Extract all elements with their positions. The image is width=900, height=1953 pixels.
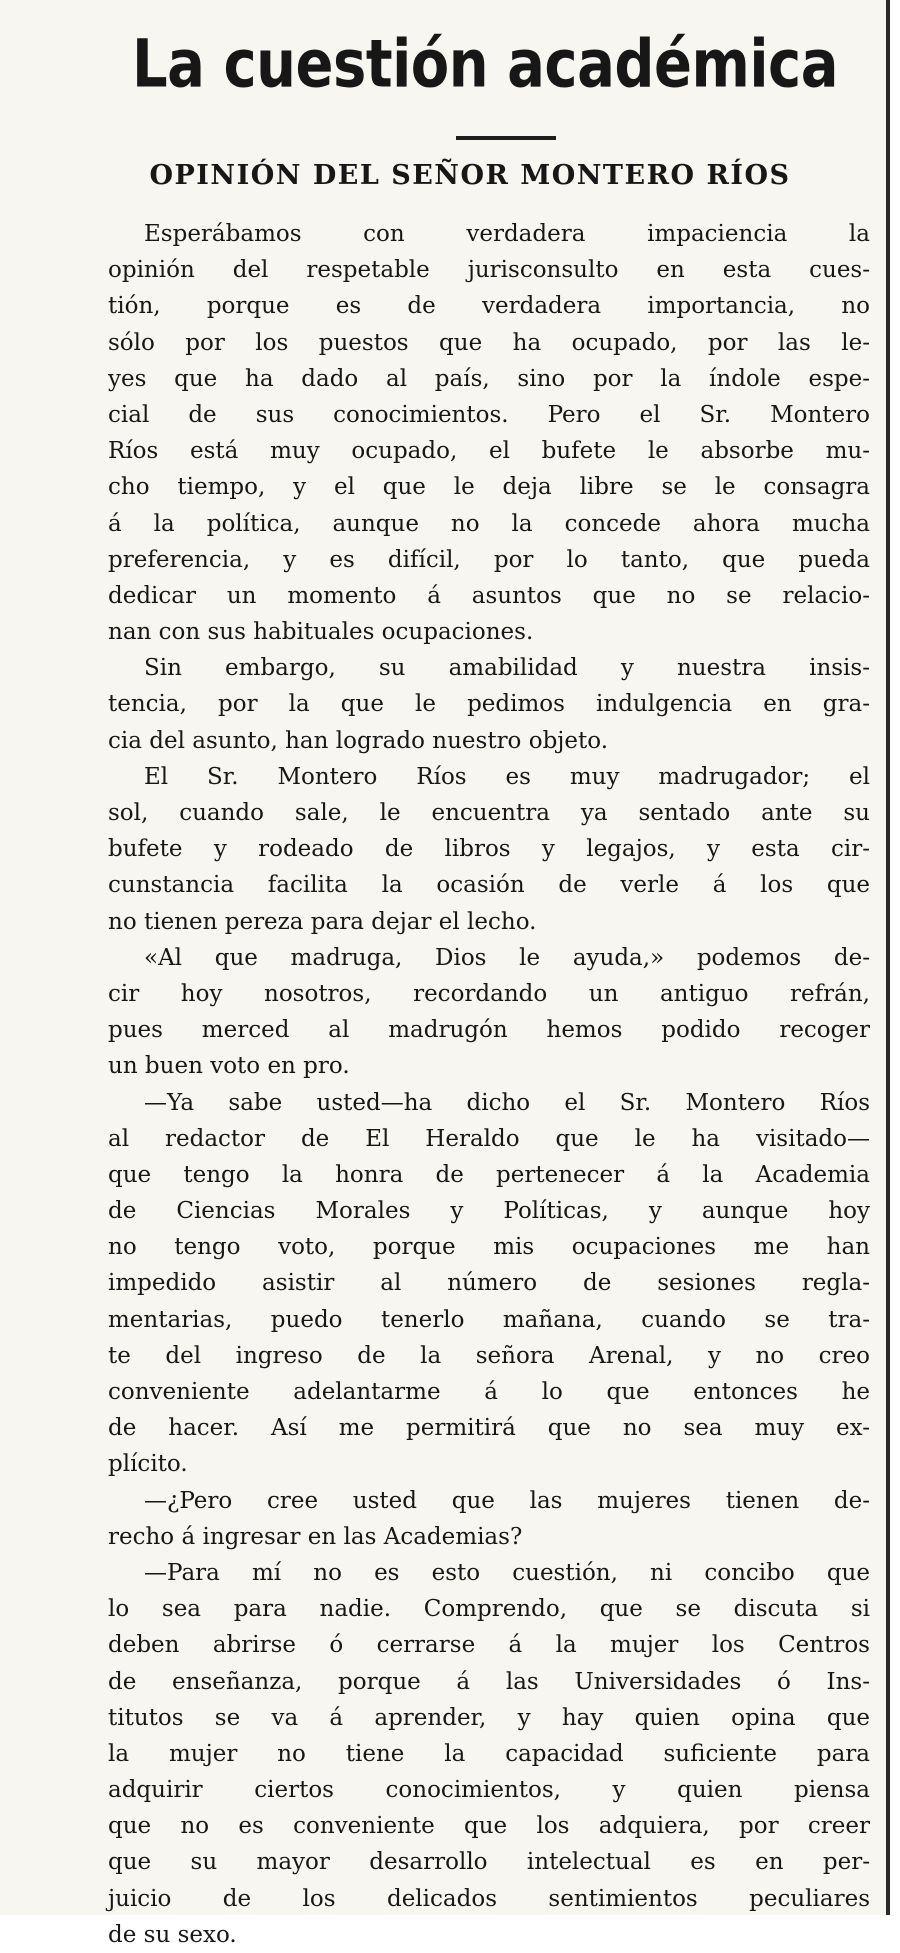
text-line: mentarias, puedo tenerlo mañana, cuando se tra-	[108, 1306, 870, 1333]
text-line: recho á ingresar en las Academias?	[108, 1523, 523, 1550]
text-line: —Para mí no es esto cuestión, ni concibo que	[144, 1559, 870, 1586]
text-line: de hacer. Así me permitirá que no sea muy ex-	[108, 1415, 870, 1442]
article-body	[70, 216, 870, 1953]
text-line: que no es conveniente que los adquiera, por creer	[108, 1813, 870, 1840]
text-line: no tengo voto, porque mis ocupaciones me han	[108, 1234, 870, 1261]
text-line: —Ya sabe usted—ha dicho el Sr. Montero Ríos	[144, 1089, 870, 1116]
text-line: Sin embargo, su amabilidad y nuestra insis-	[144, 655, 870, 682]
column-rule	[886, 0, 890, 1915]
text-line: conveniente adelantarme á lo que entonces he	[108, 1379, 870, 1405]
paragraph	[70, 940, 870, 1085]
article	[70, 18, 870, 1953]
text-line: un buen voto en pro.	[108, 1053, 350, 1080]
text-line: sol, cuando sale, le encuentra ya sentado ante su	[108, 800, 870, 826]
text-line: tencia, por la que le pedimos indulgencia en gra-	[108, 691, 870, 718]
text-line: impedido asistir al número de sesiones regla-	[108, 1270, 870, 1297]
headline-rule	[456, 136, 556, 140]
text-line: cia del asunto, han logrado nuestro objeto.	[108, 727, 609, 754]
text-line: de enseñanza, porque á las Universidades ó Ins-	[108, 1668, 870, 1695]
headline: La cuestión académica	[131, 26, 838, 103]
text-line: lo sea para nadie. Comprendo, que se discuta si	[108, 1596, 870, 1623]
text-line: Ríos está muy ocupado, el bufete le absorbe mu-	[108, 438, 870, 465]
text-line: cir hoy nosotros, recordando un antiguo refrán,	[108, 980, 870, 1007]
text-line: nan con sus habituales ocupaciones.	[108, 619, 534, 646]
paragraph	[70, 650, 870, 759]
text-line: deben abrirse ó cerrarse á la mujer los Centros	[108, 1632, 870, 1659]
text-line: dedicar un momento á asuntos que no se relacio-	[108, 582, 870, 609]
text-line: que su mayor desarrollo intelectual es en per-	[108, 1849, 870, 1876]
text-line: juicio de los delicados sentimientos peculiares	[108, 1885, 870, 1912]
text-line: «Al que madruga, Dios le ayuda,» podemos de-	[144, 944, 870, 971]
text-line: Esperábamos con verdadera impaciencia la	[144, 221, 870, 247]
paragraph	[70, 759, 870, 940]
text-line: que tengo la honra de pertenecer á la Academia	[108, 1161, 870, 1188]
text-line: tión, porque es de verdadera importancia, no	[108, 293, 870, 320]
text-line: te del ingreso de la señora Arenal, y no creo	[108, 1342, 870, 1369]
paragraph	[70, 1085, 870, 1483]
text-line: de Ciencias Morales y Políticas, y aunque hoy	[108, 1198, 870, 1225]
text-line: la mujer no tiene la capacidad suficiente para	[108, 1740, 870, 1767]
text-line: sólo por los puestos que ha ocupado, por las le-	[108, 329, 870, 356]
text-line: bufete y rodeado de libros y legajos, y esta cir-	[108, 836, 870, 863]
text-line: titutos se va á aprender, y hay quien opina que	[108, 1704, 870, 1731]
text-line: al redactor de El Heraldo que le ha visitado—	[108, 1125, 870, 1152]
paragraph	[70, 216, 870, 650]
text-line: El Sr. Montero Ríos es muy madrugador; el	[144, 763, 870, 790]
text-line: adquirir ciertos conocimientos, y quien piensa	[108, 1777, 870, 1804]
text-line: de su sexo.	[108, 1921, 237, 1948]
text-line: plícito.	[108, 1451, 188, 1478]
text-line: cho tiempo, y el que le deja libre se le consagra	[108, 474, 870, 501]
text-line: cunstancia facilita la ocasión de verle á los que	[108, 872, 870, 899]
text-line: cial de sus conocimientos. Pero el Sr. Montero	[108, 401, 870, 428]
text-line: preferencia, y es difícil, por lo tanto, que pueda	[108, 546, 870, 573]
text-line: yes que ha dado al país, sino por la índole espe-	[108, 365, 870, 392]
text-line: opinión del respetable jurisconsulto en esta cues-	[108, 257, 870, 284]
paragraph	[70, 1555, 870, 1953]
paragraph	[70, 1483, 870, 1555]
text-line: —¿Pero cree usted que las mujeres tienen de-	[144, 1487, 870, 1514]
text-line: no tienen pereza para dejar el lecho.	[108, 908, 537, 935]
text-line: pues merced al madrugón hemos podido recoger	[108, 1017, 870, 1044]
text-line: á la política, aunque no la concede ahora mucha	[108, 510, 870, 537]
subheadline: OPINIÓN DEL SEÑOR MONTERO RÍOS	[149, 160, 791, 191]
